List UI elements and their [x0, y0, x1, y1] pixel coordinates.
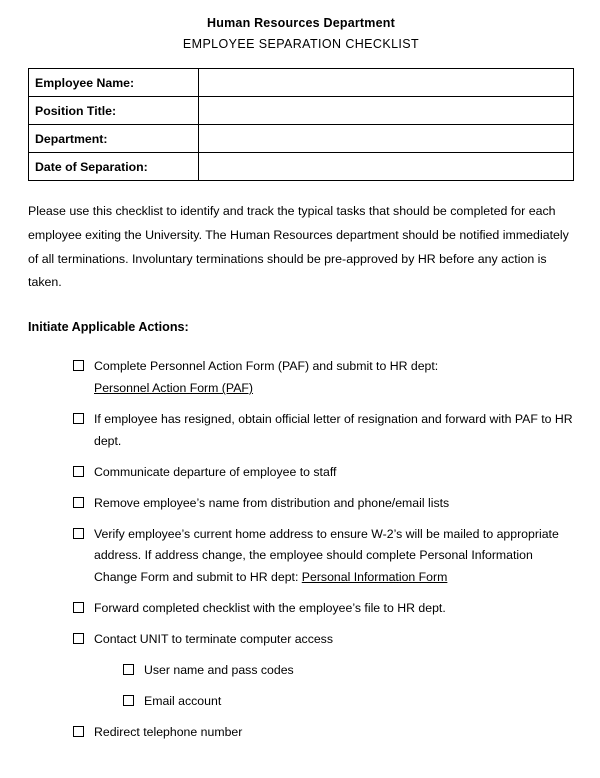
checklist: [28, 356, 574, 743]
checklist-item-label: Complete Personnel Action Form (PAF) and submit to HR dept:: [94, 359, 439, 374]
list-item[interactable]: [73, 598, 574, 620]
intro-paragraph: Please use this checklist to identify and track the typical tasks that should be completed for each employee exiting the University. The Human Resources department should be notified immediately of all terminations. Involuntary terminations should be pre-approved by HR before any action is taken.: [28, 204, 569, 290]
department-field[interactable]: [199, 125, 574, 153]
list-item[interactable]: [73, 629, 574, 651]
table-row: [29, 97, 574, 125]
list-item[interactable]: [73, 356, 574, 400]
table-row: [29, 125, 574, 153]
page-subtitle: EMPLOYEE SEPARATION CHECKLIST: [182, 37, 420, 51]
checklist-item-label: Remove employee’s name from distribution and phone/email lists: [94, 495, 450, 510]
checklist-item-label: Email account: [144, 693, 222, 708]
page-title: Human Resources Department: [207, 16, 395, 30]
section-heading: Initiate Applicable Actions:: [28, 320, 189, 335]
employee-name-label: Employee Name:: [29, 69, 199, 97]
list-item[interactable]: [73, 524, 574, 590]
checkbox-icon[interactable]: [73, 726, 84, 737]
position-title-label: Position Title:: [29, 97, 199, 125]
date-of-separation-field[interactable]: [199, 153, 574, 181]
list-item[interactable]: [73, 691, 574, 713]
checklist-item-label: Contact UNIT to terminate computer access: [94, 632, 333, 646]
checkbox-icon[interactable]: [73, 633, 84, 644]
checkbox-icon[interactable]: [73, 413, 84, 424]
employee-info-table: [28, 68, 574, 181]
department-label: Department:: [29, 125, 199, 153]
table-row: [29, 69, 574, 97]
position-title-field[interactable]: [199, 97, 574, 125]
checkbox-icon[interactable]: [73, 602, 84, 613]
checklist-item-label: Communicate departure of employee to staff: [94, 464, 337, 479]
checklist-item-label: Verify employee’s current home address to ensure W-2’s will be mailed to appropriate address. If address change, the employee should complete Personal Information Change Form and submit to HR dept:: [94, 526, 559, 585]
checklist-item-label: Redirect telephone number: [94, 724, 243, 739]
list-item[interactable]: [73, 493, 574, 515]
list-item[interactable]: [73, 722, 574, 744]
table-row: [29, 153, 574, 181]
checklist-item-label: User name and pass codes: [144, 662, 294, 677]
list-item[interactable]: [73, 462, 574, 484]
personal-information-form-link[interactable]: Personal Information Form: [301, 570, 448, 585]
checkbox-icon[interactable]: [123, 664, 134, 675]
list-item[interactable]: [73, 660, 574, 682]
employee-name-field[interactable]: [199, 69, 574, 97]
personnel-action-form-link[interactable]: Personnel Action Form (PAF): [94, 381, 254, 396]
checklist-item-label: If employee has resigned, obtain official letter of resignation and forward with PAF to HR dept.: [94, 412, 573, 448]
checkbox-icon[interactable]: [73, 528, 84, 539]
list-item[interactable]: [73, 409, 574, 453]
date-of-separation-label: Date of Separation:: [29, 153, 199, 181]
checkbox-icon[interactable]: [73, 497, 84, 508]
checkbox-icon[interactable]: [73, 360, 84, 371]
checkbox-icon[interactable]: [123, 695, 134, 706]
checklist-item-label: Forward completed checklist with the employee’s file to HR dept.: [94, 601, 446, 616]
checkbox-icon[interactable]: [73, 466, 84, 477]
